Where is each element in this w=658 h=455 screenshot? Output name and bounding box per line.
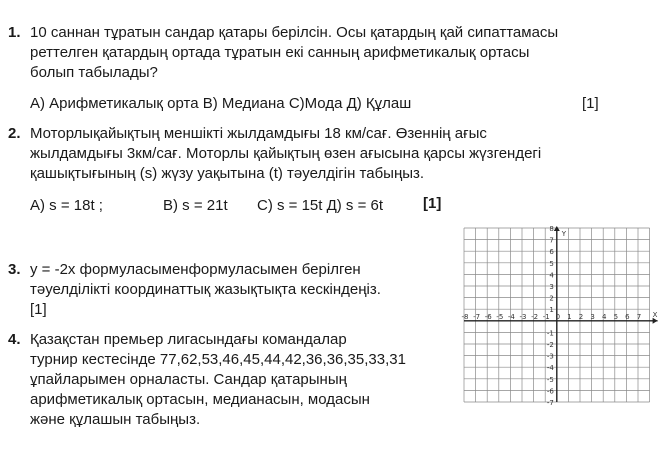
x-tick-label: -7: [473, 312, 481, 321]
q2-option-a: А) s = 18t ;: [30, 197, 103, 214]
q2-text-line-3: қашықтығының (s) жүзу уақытына (t) тәуелдігін табыңыз.: [30, 165, 425, 182]
x-tick-label: 0: [555, 312, 561, 321]
x-tick-label: -4: [507, 312, 515, 321]
q2-option-b: В) s = 21t: [163, 197, 228, 214]
x-tick-label: 6: [625, 312, 630, 321]
x-tick-label: 2: [578, 312, 584, 321]
x-tick-label: 1: [567, 312, 572, 321]
q1-text-line-2: реттелген қатардың ортада тұратын екі санның арифметикалық ортасы: [30, 44, 530, 61]
y-axis-label: Y: [561, 230, 567, 238]
q4-number: 4.: [8, 331, 21, 348]
x-tick-label: -1: [542, 312, 550, 321]
q1-mark: [1]: [582, 95, 599, 112]
q3-text-line-2: тәуелділікті координаттық жазықтықта кескіндеңіз.: [30, 281, 381, 298]
q3-number: 3.: [8, 261, 21, 278]
y-tick-label: 5: [549, 259, 554, 268]
y-tick-label: 3: [549, 283, 554, 291]
grid-labels: [462, 225, 658, 407]
x-tick-label: -8: [461, 312, 469, 321]
x-tick-label: -5: [496, 312, 504, 321]
q3-mark: [1]: [30, 301, 47, 318]
q4-text-line-1: Қазақстан премьер лигасындағы командалар: [30, 331, 347, 348]
y-tick-label: 2: [549, 294, 554, 303]
q1-number: 1.: [8, 24, 21, 41]
x-tick-label: -6: [484, 312, 492, 321]
y-tick-label: 8: [549, 225, 554, 233]
q1-options: А) Арифметикалық орта В) Медиана С)Мода Д) Құлаш: [30, 95, 412, 112]
x-tick-label: 5: [613, 312, 619, 321]
x-tick-label: -2: [531, 312, 539, 321]
y-tick-label: 7: [549, 236, 554, 245]
q2-option-c-d: С) s = 15t Д) s = 6t: [257, 197, 384, 214]
y-tick-label: -6: [546, 387, 554, 396]
y-tick-label: -7: [546, 399, 554, 407]
y-tick-label: -5: [546, 375, 554, 384]
x-tick-label: 4: [601, 312, 607, 321]
x-tick-label: -3: [519, 312, 527, 321]
q1-text-line-3: болып табылады?: [30, 64, 158, 81]
y-axis-arrow: [554, 226, 560, 231]
y-tick-label: 1: [549, 306, 554, 315]
q2-number: 2.: [8, 125, 21, 142]
q4-text-line-2: турнир кестесінде 77,62,53,46,45,44,42,36,36,35,33,31: [30, 351, 406, 368]
q4-text-line-3: ұпайларымен орналасты. Сандар қатарының: [30, 371, 347, 388]
q2-mark: [1]: [423, 195, 442, 212]
y-tick-label: -3: [546, 352, 554, 361]
q2-text-line-2: жылдамдығы 3км/сағ. Моторлы қайықтың өзен ағысына қарсы жүзгендегі: [30, 145, 542, 162]
x-tick-label: 3: [590, 312, 595, 321]
y-tick-label: -4: [546, 364, 554, 373]
y-tick-label: -2: [546, 341, 554, 349]
y-tick-label: 4: [549, 271, 554, 280]
x-axis-label: X: [652, 310, 658, 319]
q3-text-line-1: у = -2х формуласыменформуласымен берілген: [30, 261, 361, 278]
y-tick-label: -1: [546, 329, 554, 338]
q4-text-line-5: және құлашын табыңыз.: [30, 411, 201, 428]
q4-text-line-4: арифметикалық ортасын, медианасын, модасын: [30, 391, 370, 408]
x-tick-label: 7: [636, 312, 642, 321]
y-tick-label: 6: [549, 248, 554, 257]
q1-text-line-1: 10 саннан тұратын сандар қатары берілсін. Осы қатардың қай сипаттамасы: [30, 24, 559, 41]
q2-text-line-1: Моторлықайықтың меншікті жылдамдығы 18 км/сағ. Өзеннің ағыс: [30, 125, 487, 142]
coordinate-grid: [462, 226, 656, 412]
